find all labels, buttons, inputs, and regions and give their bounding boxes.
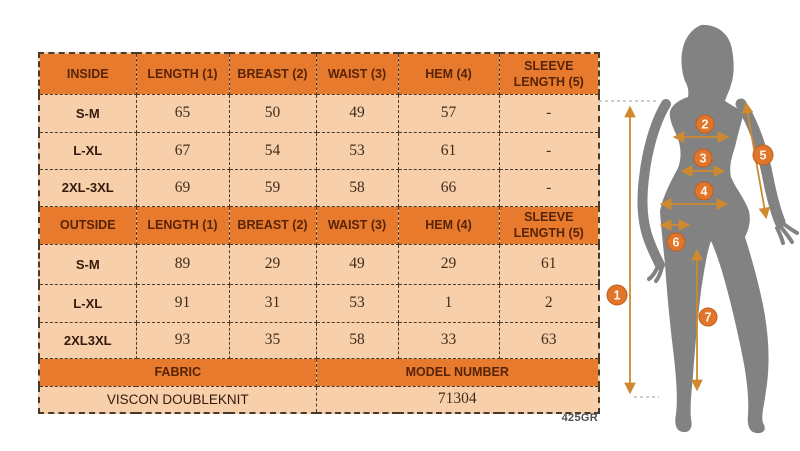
value-cell: 66 (398, 169, 499, 206)
value-cell: - (499, 169, 599, 206)
column-header: LENGTH (1) (136, 206, 229, 244)
table-row (39, 284, 599, 322)
value-cell: 1 (398, 284, 499, 322)
footer-value-row (39, 386, 599, 413)
value-cell: 61 (398, 132, 499, 169)
column-header: BREAST (2) (229, 206, 316, 244)
right-hand (777, 221, 797, 243)
column-header: LENGTH (1) (136, 53, 229, 94)
value-cell: 35 (229, 322, 316, 358)
size-label-cell: 2XL-3XL (39, 169, 136, 206)
value-cell: 49 (316, 244, 398, 284)
size-chart-table (38, 52, 600, 414)
table-row (39, 244, 599, 284)
column-header: HEM (4) (398, 206, 499, 244)
model-number-header: MODEL NUMBER (316, 358, 599, 386)
size-label-cell: L-XL (39, 284, 136, 322)
model-number-value: 71304 (316, 386, 599, 413)
column-header: BREAST (2) (229, 53, 316, 94)
value-cell: 67 (136, 132, 229, 169)
fabric-value: VISCON DOUBLEKNIT (39, 386, 316, 413)
left-arm (642, 104, 666, 265)
value-cell: 53 (316, 284, 398, 322)
value-cell: 58 (316, 169, 398, 206)
value-cell: 31 (229, 284, 316, 322)
svg-text:6: 6 (672, 235, 680, 250)
value-cell: 93 (136, 322, 229, 358)
value-cell: 89 (136, 244, 229, 284)
value-cell: 63 (499, 322, 599, 358)
weight-note: 425GR (561, 412, 598, 424)
value-cell: 91 (136, 284, 229, 322)
column-header: WAIST (3) (316, 206, 398, 244)
fabric-header: FABRIC (39, 358, 316, 386)
size-label-cell: S-M (39, 94, 136, 132)
svg-text:5: 5 (759, 148, 767, 163)
marker-badge-7 (699, 308, 717, 326)
svg-text:2: 2 (701, 117, 709, 132)
column-header: SLEEVE LENGTH (5) (499, 53, 599, 94)
inside-header-row (39, 53, 599, 94)
size-label-cell: S-M (39, 244, 136, 284)
marker-badge-2 (696, 115, 714, 133)
svg-text:3: 3 (699, 151, 707, 166)
svg-text:4: 4 (700, 184, 708, 199)
column-header: OUTSIDE (39, 206, 136, 244)
value-cell: 2 (499, 284, 599, 322)
measurement-figure (595, 15, 800, 451)
value-cell: 29 (398, 244, 499, 284)
column-header: WAIST (3) (316, 53, 398, 94)
footer-header-row (39, 358, 599, 386)
marker-badge-4 (695, 182, 713, 200)
value-cell: 33 (398, 322, 499, 358)
column-header: INSIDE (39, 53, 136, 94)
table-row (39, 94, 599, 132)
value-cell: 49 (316, 94, 398, 132)
value-cell: 65 (136, 94, 229, 132)
column-header: HEM (4) (398, 53, 499, 94)
value-cell: 57 (398, 94, 499, 132)
value-cell: 59 (229, 169, 316, 206)
outside-header-row (39, 206, 599, 244)
svg-text:7: 7 (704, 310, 712, 325)
marker-badge-3 (694, 149, 712, 167)
female-silhouette (660, 25, 769, 433)
value-cell: - (499, 94, 599, 132)
value-cell: 61 (499, 244, 599, 284)
value-cell: 29 (229, 244, 316, 284)
size-label-cell: 2XL3XL (39, 322, 136, 358)
size-label-cell: L-XL (39, 132, 136, 169)
value-cell: 54 (229, 132, 316, 169)
value-cell: 69 (136, 169, 229, 206)
svg-text:1: 1 (613, 288, 621, 303)
marker-badge-6 (667, 233, 685, 251)
table-row (39, 169, 599, 206)
table-row (39, 322, 599, 358)
marker-badge-1 (607, 285, 627, 305)
value-cell: 53 (316, 132, 398, 169)
table-row (39, 132, 599, 169)
value-cell: 50 (229, 94, 316, 132)
column-header: SLEEVE LENGTH (5) (499, 206, 599, 244)
marker-badge-5 (753, 145, 773, 165)
value-cell: 58 (316, 322, 398, 358)
value-cell: - (499, 132, 599, 169)
